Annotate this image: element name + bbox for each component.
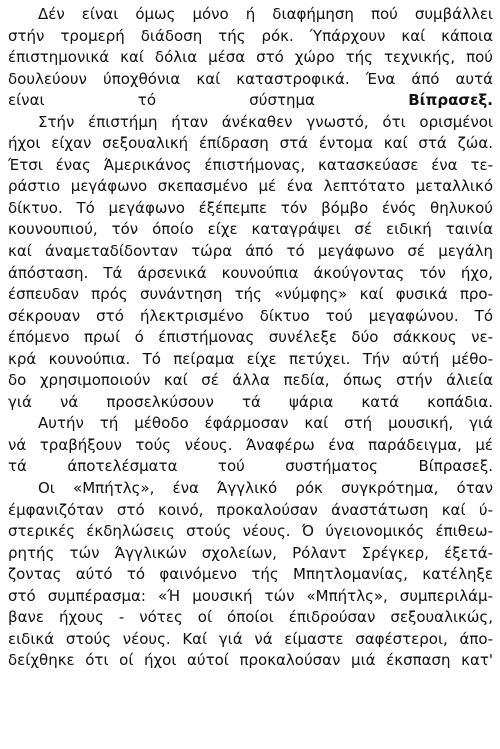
text-line: κρά κουνούπια. Τό πείραμα είχε πετύχει. Τήν αύτή μέθο- [8, 349, 493, 368]
text-line: σέκρουαν στό ήλεκτρισμένο δίκτυο τού μεγαφώνου. Τό [8, 306, 493, 325]
text-line: στήν τρομερή διάδοση τής ρόκ. Ύπάρχουν καί κάποια [8, 26, 493, 45]
text-line: έσπευδαν πρός συνάντηση τής «νύμφης» καί φυσικά προ- [8, 285, 493, 304]
text-line: νά τραβήξουν τούς νέους. Άναφέρω ένα παράδειγμα, μέ [8, 435, 493, 454]
text-line: ήχοι είχαν σεξουαλική έπίδραση στά έντομα καί στά ζώα. [8, 134, 493, 153]
text-line: δείχθηκε ότι οί ήχοι αύτοί προκαλούσαν μιά έκσπαση κατ' [8, 651, 493, 670]
system-name-bold: Βίπρασεξ. [408, 91, 493, 110]
paragraph [8, 478, 493, 672]
text-line: τά άποτελέσματα τού συστήματος Βίπρασεξ. [8, 457, 493, 476]
text-line: στερικές έκδηλώσεις στούς νέους. Ό ύγειονομικός έπιθεω- [8, 522, 493, 541]
text-line: έπιστημονικά καί δόλια μέσα στό χώρο τής τεχνικής, πού [8, 48, 493, 67]
text-line: ζοντας αύτό τό φαινόμενο τής Μπητλομανίας, κατέληξε [8, 565, 493, 584]
paragraph [8, 413, 493, 478]
text-line: βανε ήχους - νότες οί όποίοι έπιδρούσαν σεξουαλικώς, [8, 608, 493, 627]
text-line: ειδικά στούς νέους. Καί γιά νά είμαστε σαφέστεροι, άπο- [8, 629, 493, 648]
text-line: δο χρησιμοποιούν καί σέ άλλα πεδία, όπως στήν άλιεία [8, 371, 493, 390]
text-run: είναι τό σύστημα [8, 91, 409, 110]
paragraph [8, 112, 493, 414]
text-line: κουνουπιού, τόν όποίο είχε καταγράψει σέ ειδική ταινία [8, 220, 493, 239]
text-line: δουλεύουν ύποχθόνια καί καταστροφικά. Ένα άπό αυτά [8, 69, 493, 88]
text-line: καί άναμεταδίδονταν τώρα άπό τό μεγάφωνο σέ μεγάλη [8, 242, 493, 261]
text-line: Οι «Μπήτλς», ένα Άγγλικό ρόκ συγκρότημα, όταν [38, 479, 493, 498]
text-line: Δέν είναι όμως μόνο ή διαφήμηση πού συμβάλλει [38, 5, 493, 23]
text-line: έμφανιζόταν στό κοινό, προκαλούσαν άναστάτωση καί ύ- [8, 500, 493, 519]
text-line: ρητής τών Άγγλικών σχολείων, Ρόλαντ Σρέγκερ, έξετά- [8, 543, 493, 562]
text-line: δίκτυο. Τό μεγάφωνο έξέπεμπε τόν βόμβο ένός θηλυκού [8, 198, 493, 217]
text-line: στό συμπέρασμα: «Ή μουσική τών «Μπήτλς», συμπεριλάμ- [8, 586, 493, 605]
paragraph [8, 4, 493, 112]
text-line [8, 90, 493, 112]
text-line: Στήν έπιστήμη ήταν άνέκαθεν γνωστό, ότι ορισμένοι [38, 112, 493, 131]
text-line: Έτσι ένας Άμερικάνος έπιστήμονας, κατασκεύασε ένα τε- [8, 155, 493, 174]
text-line: ράστιο μεγάφωνο σκεπασμένο μέ ένα λεπτότατο μεταλλικό [8, 177, 493, 196]
text-line: έπόμενο πρωί ό έπιστήμονας συνέλεξε δύο σάκκους νε- [8, 328, 493, 347]
text-line: Αυτήν τή μέθοδο έφάρμοσαν καί στή μουσική, γιά [38, 414, 493, 433]
text-line: γιά νά προσελκύσουν τά ψάρια κατά κοπάδια. [8, 392, 493, 411]
text-line: άπόσταση. Τά άρσενικά κουνούπια άκούγοντας τόν ήχο, [8, 263, 493, 282]
